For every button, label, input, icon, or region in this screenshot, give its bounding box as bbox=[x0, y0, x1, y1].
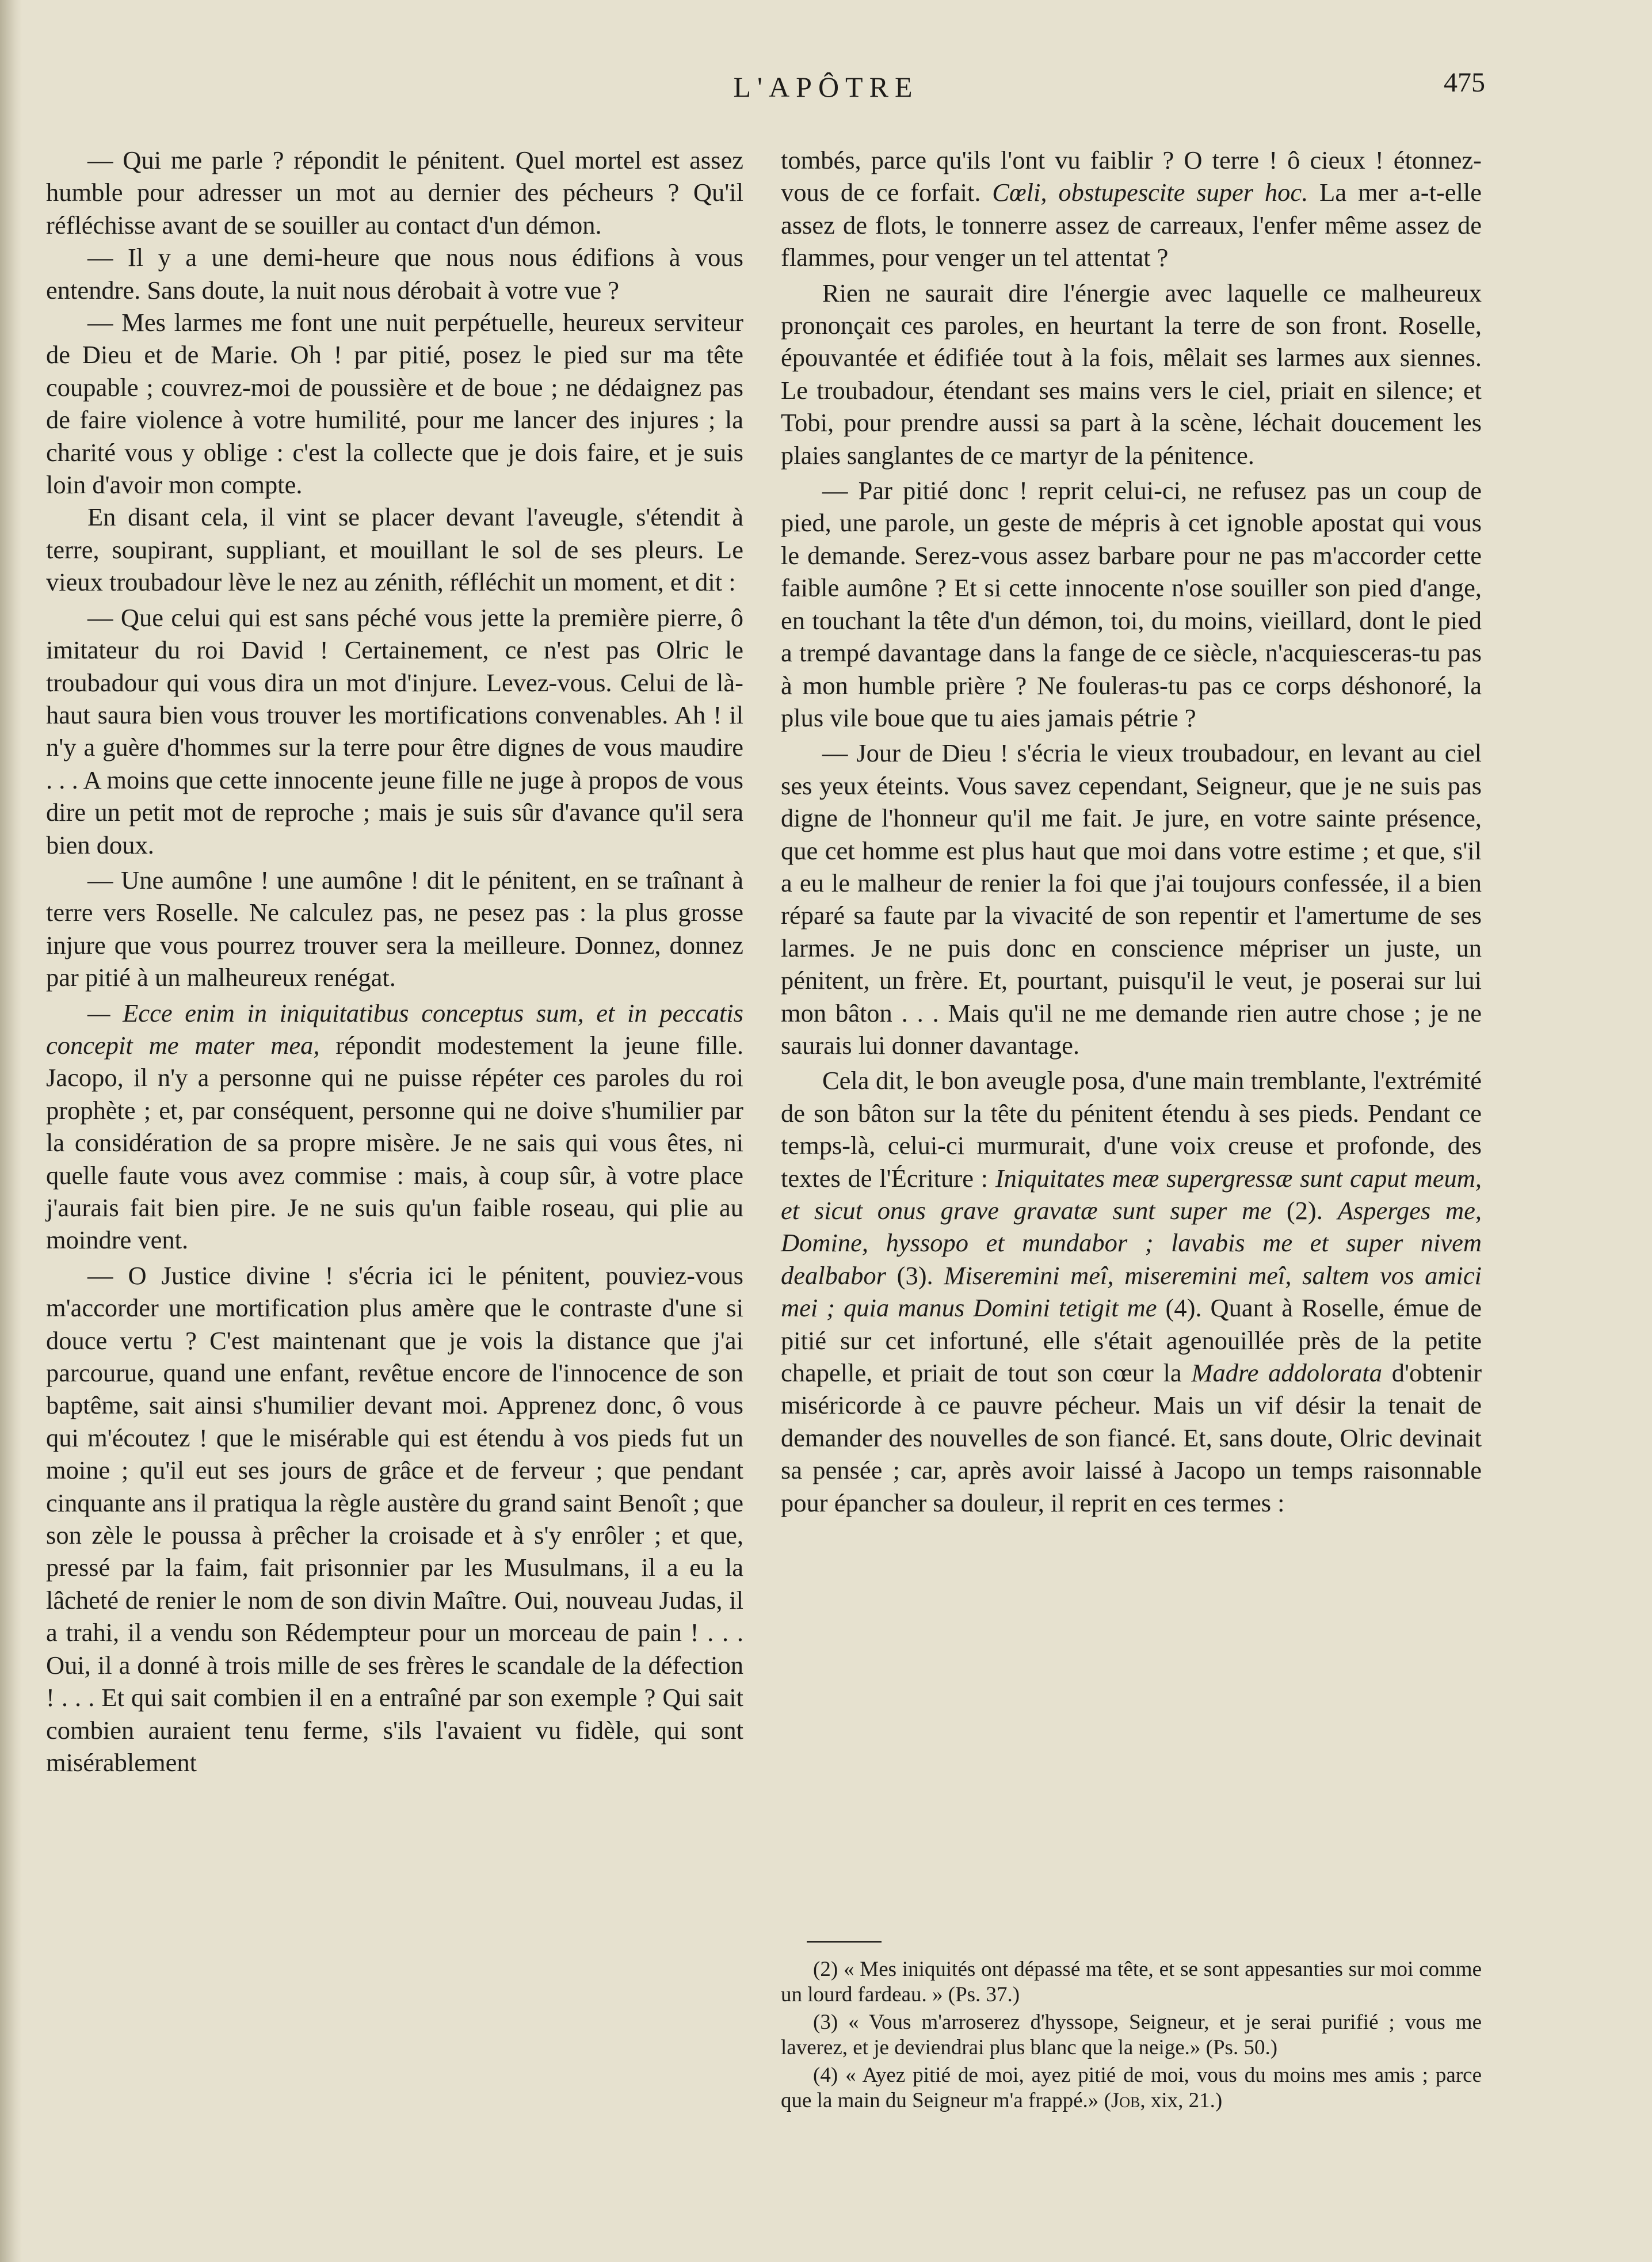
latin-quotation: Asperges me, Domine, hyssopo et mundabor ; lavabis me et super nivem dealbabor bbox=[781, 1196, 1482, 1290]
paragraph-text: répondit modestement la jeune fille. Jacopo, il n'y a personne qui ne puisse répéter ces paroles du roi prophète ; et, par conséquent, personne qui ne doive s'humilier par la considération de sa propre misère. Je ne sais qui vous êtes, ni quelle faute vous avez commise : mais, à coup sûr, à votre place j'aurais fait bien pire. Je ne suis qu'un faible roseau, qui plie au moindre vent. bbox=[46, 1030, 743, 1255]
footnote-text: , xix, 21.) bbox=[1140, 2089, 1223, 2112]
paragraph bbox=[781, 1064, 1482, 1519]
latin-quotation: Miseremini meî, miseremini meî, saltem vos amici mei ; quia manus Domini tetigit me bbox=[781, 1261, 1482, 1323]
paragraph: — Jour de Dieu ! s'écria le vieux troubadour, en levant au ciel ses yeux éteints. Vous savez cependant, Seigneur, que je ne suis pas digne de l'honneur qu'il me fait. Je jure, en votre sainte présence, que cet homme est plus haut que moi dans votre estime ; et que, s'il a eu le malheur de renier la foi que j'ai toujours confessée, il a bien réparé sa faute par la vivacité de son repentir et l'amertume de ses larmes. Je ne puis donc en conscience mépriser un juste, un pénitent, un frère. Et, pourtant, puisqu'il le veut, je poserai sur lui mon bâton . . . Mais qu'il ne me demande rien autre chose ; je ne saurais lui donner davantage. bbox=[781, 738, 1482, 1060]
footnotes bbox=[781, 1957, 1482, 2116]
latin-quotation: Iniquitates meæ supergressæ sunt caput meum, et sicut onus grave gravatæ sunt super me bbox=[781, 1163, 1482, 1225]
left-column bbox=[46, 144, 743, 1779]
paragraph: — Il y a une demi-heure que nous nous édifions à vous entendre. Sans doute, la nuit nous dérobait à votre vue ? bbox=[46, 243, 743, 304]
page-gutter-edge bbox=[0, 0, 22, 2262]
footnote-source: Job bbox=[1111, 2089, 1140, 2112]
latin-quotation: Cœli, obstupescite super hoc. bbox=[992, 178, 1308, 207]
footnote-ref: (2). bbox=[1272, 1196, 1338, 1225]
latin-quotation: — Ecce enim in iniquitatibus conceptus sum, et in peccatis concepit me mater mea, bbox=[46, 998, 743, 1060]
paragraph: — Que celui qui est sans péché vous jette la première pierre, ô imitateur du roi David ! Certainement, ce n'est pas Olric le troubadour qui vous dira un mot d'injure. Levez-vous. Celui de là-haut saura bien vous trouver les mortifications convenables. Ah ! il n'y a guère d'hommes sur la terre pour être dignes de vous maudire . . . A moins que cette innocente jeune fille ne juge à propos de vous dire un petit mot de reproche ; mais je suis sûr d'avance qu'il sera bien doux. bbox=[46, 603, 743, 859]
paragraph-text: La mer a-t-elle assez de flots, le tonnerre assez de carreaux, l'enfer même assez de flammes, pour venger un tel attentat ? bbox=[781, 178, 1482, 272]
paragraph: — Qui me parle ? répondit le pénitent. Quel mortel est assez humble pour adresser un mot au dernier des pécheurs ? Qu'il réfléchisse avant de se souiller au contact d'un démon. bbox=[46, 146, 743, 239]
paragraph: — O Justice divine ! s'écria ici le pénitent, pouviez-vous m'accorder une mortification plus amère que le contraste d'une si douce vertu ? C'est maintenant que je vois la distance que j'ai parcourue, quand une enfant, revêtue encore de l'innocence de son baptême, sait ainsi s'humilier devant moi. Apprenez donc, ô vous qui m'écoutez ! que le misérable qui est étendu à vos pieds fut un moine ; qu'il eut ses jours de grâce et de ferveur ; que pendant cinquante ans il pratiqua la règle austère du grand saint Benoît ; que son zèle le poussa à prêcher la croisade et à s'y enrôler ; et que, pressé par la faim, fait prisonnier par les Musulmans, il a eu la lâcheté de renier le nom de son divin Maître. Oui, nouveau Judas, il a trahi, il a vendu son Rédempteur pour un morceau de pain ! . . . Oui, il a donné à trois mille de ses frères le scandale de la défection ! . . . Et qui sait combien il en a entraîné par son exemple ? Qui sait combien auraient tenu ferme, s'ils l'avaient vu fidèle, qui sont misérablement bbox=[46, 1261, 743, 1777]
paragraph-text: tombés, parce qu'ils l'ont vu faiblir ? O terre ! ô cieux ! étonnez-vous de ce forfait. bbox=[781, 146, 1482, 207]
paragraph-continuation bbox=[781, 144, 1482, 274]
footnote: (2) « Mes iniquités ont dépassé ma tête, et se sont appesanties sur moi comme un lourd fardeau. » (Ps. 37.) bbox=[781, 1958, 1482, 2006]
paragraph: Rien ne saurait dire l'énergie avec laquelle ce malheureux prononçait ces paroles, en heurtant la terre de son front. Roselle, épouvantée et édifiée tout à la fois, mêlait ses larmes aux siennes. Le troubadour, étendant ses mains vers le ciel, priait en silence; et Tobi, pour prendre aussi sa part à la scène, léchait doucement les plaies sanglantes de ce martyr de la pénitence. bbox=[781, 278, 1482, 470]
paragraph: En disant cela, il vint se placer devant l'aveugle, s'étendit à terre, soupirant, suppliant, et mouillant le sol de ses pleurs. Le vieux troubadour lève le nez au zénith, réfléchit un moment, et dit : bbox=[46, 502, 743, 597]
paragraph-text: d'obtenir miséricorde à ce pauvre pécheur. Mais un vif désir la tenait de demander des nouvelles de son fiancé. Et, sans doute, Olric devinait sa pensée ; car, après avoir laissé à Jacopo un temps raisonnable pour épancher sa douleur, il reprit en ces termes : bbox=[781, 1358, 1482, 1517]
paragraph-text: (4). Quant à Roselle, émue de pitié sur cet infortuné, elle s'était agenouillée près de la petite chapelle, et priait de tout son cœur la bbox=[781, 1293, 1482, 1388]
footnote-ref: (3). bbox=[886, 1261, 944, 1290]
paragraph-text: Cela dit, le bon aveugle posa, d'une main tremblante, l'extrémité de son bâton sur la tête du pénitent étendu à ses pieds. Pendant ce temps-là, celui-ci murmurait, d'une voix creuse et profonde, des textes de l'Écriture : bbox=[781, 1066, 1482, 1193]
page-header bbox=[0, 63, 1652, 109]
paragraph: — Par pitié donc ! reprit celui-ci, ne refusez pas un coup de pied, une parole, un geste de mépris à cet ignoble apostat qui vous le demande. Serez-vous assez barbare pour ne pas m'accorder cette faible aumône ? Et si cette innocente n'ose souiller son pied d'ange, en touchant la tête d'un démon, toi, du moins, vieillard, dont le pied a trempé davantage dans la fange de ce siècle, n'acquiesceras-tu pas à mon humble prière ? Ne fouleras-tu pas ce corps déshonoré, la plus vile boue que tu aies jamais pétrie ? bbox=[781, 476, 1482, 732]
page-number: 475 bbox=[1444, 67, 1485, 98]
right-column bbox=[781, 144, 1482, 1519]
italic-phrase: Madre addolorata bbox=[1191, 1358, 1382, 1388]
footnote: (3) « Vous m'arroserez d'hyssope, Seigneur, et je serai purifié ; vous me laverez, et je deviendrai plus blanc que la neige.» (Ps. 50.) bbox=[781, 2010, 1482, 2059]
paragraph bbox=[46, 997, 743, 1256]
paragraph: — Une aumône ! une aumône ! dit le pénitent, en se traînant à terre vers Roselle. Ne calculez pas, ne pesez pas : la plus grosse injure que vous pourrez trouver sera la meilleure. Donnez, donnez par pitié à un malheureux renégat. bbox=[46, 865, 743, 992]
footnote bbox=[781, 2063, 1482, 2114]
footnote-separator bbox=[807, 1941, 882, 1943]
running-title: L'APÔTRE bbox=[733, 71, 919, 103]
paragraph: — Mes larmes me font une nuit perpétuelle, heureux serviteur de Dieu et de Marie. Oh ! par pitié, posez le pied sur ma tête coupable ; couvrez-moi de poussière et de boue ; ne dédaignez pas de faire violence à votre humilité, pour me lancer des injures ; la charité vous y oblige : c'est la collecte que je dois faire, et je suis loin d'avoir mon compte. bbox=[46, 308, 743, 500]
footnote-text: (4) « Ayez pitié de moi, ayez pitié de moi, vous du moins mes amis ; parce que la main du Seigneur m'a frappé.» ( bbox=[781, 2063, 1482, 2112]
